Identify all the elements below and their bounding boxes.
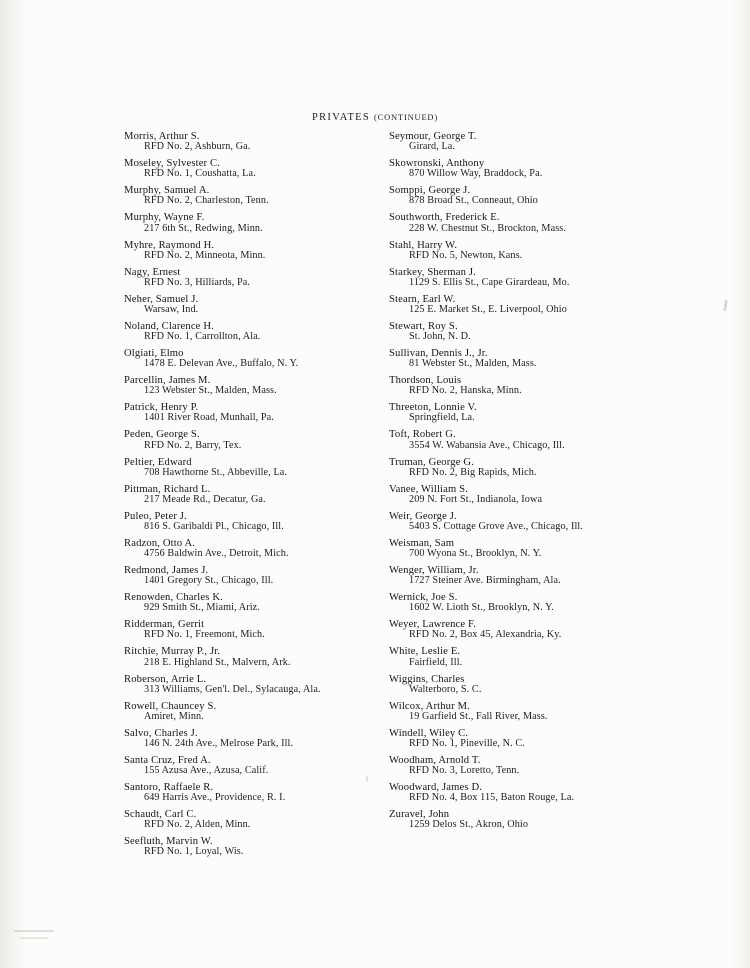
entry-name: Santa Cruz, Fred A. — [124, 754, 211, 766]
entry-address: 1727 Steiner Ave. Birmingham, Ala. — [409, 575, 561, 587]
entry-name: Wernick, Joe S. — [389, 592, 458, 604]
entry-address: 218 E. Highland St., Malvern, Ark. — [144, 656, 291, 668]
roster-entry — [389, 429, 750, 451]
entry-address: RFD No. 5, Newton, Kans. — [409, 249, 523, 261]
entry-name: Weisman, Sam — [389, 537, 455, 549]
entry-address: 217 Meade Rd., Decatur, Ga. — [144, 493, 266, 505]
entry-address: RFD No. 1, Loyal, Wis. — [144, 846, 244, 858]
entry-address: RFD No. 4, Box 115, Baton Rouge, La. — [409, 792, 575, 804]
roster-entry — [389, 212, 750, 234]
entry-address: Amiret, Minn. — [144, 710, 204, 722]
roster-entry — [124, 240, 375, 262]
entry-address: RFD No. 1, Coushatta, La. — [144, 168, 256, 180]
roster-entry — [124, 701, 375, 723]
entry-name: Woodham, Arnold T. — [389, 754, 481, 766]
scan-artifact — [14, 930, 54, 932]
entry-address: RFD No. 2, Alden, Minn. — [144, 819, 251, 831]
entry-name: Weir, George J. — [389, 510, 457, 522]
entry-name: Ritchie, Murray P., Jr. — [124, 646, 221, 658]
entry-address: RFD No. 1, Freemont, Mich. — [144, 629, 265, 641]
entry-name: Renowden, Charles K. — [124, 592, 223, 604]
entry-address: 81 Webster St., Malden, Mass. — [409, 358, 537, 370]
entry-name: Weyer, Lawrence F. — [389, 619, 477, 631]
entry-address: RFD No. 2, Big Rapids, Mich. — [409, 466, 537, 478]
roster-entry — [124, 755, 375, 777]
entry-address: Warsaw, Ind. — [144, 303, 199, 315]
roster-entry — [124, 457, 375, 479]
roster-entry — [389, 646, 750, 668]
roster-entry — [389, 674, 750, 696]
roster-entry — [124, 131, 375, 153]
roster-entry — [389, 402, 750, 424]
roster-entry — [124, 619, 375, 641]
entry-address: RFD No. 2, Box 45, Alexandria, Ky. — [409, 629, 562, 641]
entry-address: 4756 Baldwin Ave., Detroit, Mich. — [144, 548, 289, 560]
roster-entry — [389, 185, 750, 207]
roster-column-right — [375, 131, 750, 863]
entry-name: Seymour, George T. — [389, 131, 477, 142]
roster-entry — [389, 701, 750, 723]
roster-entry — [389, 619, 750, 641]
entry-name: Murphy, Samuel A. — [124, 185, 210, 197]
roster-column-left — [0, 131, 375, 863]
entry-name: Salvo, Charles J. — [124, 727, 198, 739]
entry-address: RFD No. 1, Pineville, N. C. — [409, 737, 525, 749]
roster-entry — [389, 565, 750, 587]
entry-address: 146 N. 24th Ave., Melrose Park, Ill. — [144, 737, 294, 749]
roster-entry — [389, 240, 750, 262]
entry-name: Vanee, William S. — [389, 483, 469, 495]
entry-address: 878 Broad St., Conneaut, Ohio — [409, 195, 538, 207]
roster-entry — [124, 565, 375, 587]
entry-address: 3554 W. Wabansia Ave., Chicago, Ill. — [409, 439, 565, 451]
roster-entry — [389, 348, 750, 370]
entry-name: Murphy, Wayne F. — [124, 212, 205, 224]
entry-name: Thordson, Louis — [389, 375, 462, 387]
entry-name: Somppi, George J. — [389, 185, 471, 197]
roster-entry — [124, 429, 375, 451]
entry-name: Sullivan, Dennis J., Jr. — [389, 348, 488, 359]
entry-name: Santoro, Raffaele R. — [124, 782, 214, 793]
entry-address: Girard, La. — [409, 141, 456, 153]
roster-entry — [124, 782, 375, 804]
roster-entry — [124, 402, 375, 424]
entry-address: 870 Willow Way, Braddock, Pa. — [409, 168, 543, 180]
entry-address: 1401 River Road, Munhall, Pa. — [144, 412, 274, 424]
entry-name: Southworth, Frederick E. — [389, 212, 500, 224]
roster-entry — [124, 728, 375, 750]
roster-entry — [389, 375, 750, 397]
roster-entry — [389, 538, 750, 560]
roster-entry — [389, 511, 750, 533]
page-title-continued: (CONTINUED) — [373, 112, 439, 122]
entry-name: Stearn, Earl W. — [389, 293, 456, 305]
entry-name: Radzon, Otto A. — [124, 537, 196, 549]
entry-address: 313 Williams, Gen'l. Del., Sylacauga, Ala. — [144, 683, 321, 695]
entry-address: 708 Hawthorne St., Abbeville, La. — [144, 466, 288, 478]
entry-name: Parcellin, James M. — [124, 375, 211, 387]
entry-name: Rowell, Chauncey S. — [124, 700, 217, 712]
entry-name: Toft, Robert G. — [389, 429, 456, 441]
entry-address: 19 Garfield St., Fall River, Mass. — [409, 710, 548, 722]
scan-artifact — [20, 937, 48, 939]
entry-name: Skowronski, Anthony — [389, 158, 485, 170]
roster-entry — [124, 484, 375, 506]
entry-name: Peden, George S. — [124, 429, 200, 441]
entry-address: 217 6th St., Redwing, Minn. — [144, 222, 263, 234]
entry-address: Springfield, La. — [409, 412, 475, 424]
entry-name: Roberson, Arrie L. — [124, 673, 207, 685]
roster-entry — [124, 212, 375, 234]
entry-address: 1401 Gregory St., Chicago, Ill. — [144, 575, 274, 587]
roster-entry — [124, 592, 375, 614]
entry-address: 1478 E. Delevan Ave., Buffalo, N. Y. — [144, 358, 299, 370]
entry-address: 816 S. Garibaldi Pl., Chicago, Ill. — [144, 520, 284, 532]
entry-name: Noland, Clarence H. — [124, 320, 214, 332]
entry-name: Pittman, Richard L. — [124, 483, 211, 495]
roster-entry — [124, 294, 375, 316]
roster-entry — [389, 294, 750, 316]
entry-name: Olgiati, Elmo — [124, 348, 184, 359]
entry-address: 1129 S. Ellis St., Cape Girardeau, Mo. — [409, 276, 570, 288]
roster-entry — [389, 267, 750, 289]
entry-name: Morris, Arthur S. — [124, 131, 200, 142]
entry-address: RFD No. 2, Minneota, Minn. — [144, 249, 266, 261]
roster-entry — [124, 321, 375, 343]
entry-name: Windell, Wiley C. — [389, 727, 469, 739]
entry-address: RFD No. 2, Charleston, Tenn. — [144, 195, 269, 207]
entry-address: 123 Webster St., Malden, Mass. — [144, 385, 277, 397]
entry-address: 155 Azusa Ave., Azusa, Calif. — [144, 765, 269, 777]
entry-address: 5403 S. Cottage Grove Ave., Chicago, Ill. — [409, 520, 583, 532]
entry-name: Wenger, William, Jr. — [389, 565, 479, 576]
roster-entry — [389, 728, 750, 750]
entry-address: Walterboro, S. C. — [409, 683, 482, 695]
entry-name: Peltier, Edward — [124, 456, 192, 468]
roster-entry — [124, 809, 375, 831]
page-title — [0, 112, 750, 123]
entry-name: Woodward, James D. — [389, 782, 483, 793]
roster-entry — [124, 267, 375, 289]
entry-name: Neher, Samuel J. — [124, 293, 199, 305]
entry-address: 1259 Delos St., Akron, Ohio — [409, 819, 529, 831]
entry-name: Redmond, James J. — [124, 565, 209, 576]
entry-address: 929 Smith St., Miami, Ariz. — [144, 602, 260, 614]
roster-entry — [389, 158, 750, 180]
entry-address: 700 Wyona St., Brooklyn, N. Y. — [409, 548, 542, 560]
entry-name: Puleo, Peter J. — [124, 510, 187, 522]
entry-address: 209 N. Fort St., Indianola, Iowa — [409, 493, 543, 505]
roster-entry — [389, 131, 750, 153]
entry-address: RFD No. 1, Carrollton, Ala. — [144, 331, 261, 343]
entry-name: Stahl, Harry W. — [389, 239, 458, 251]
entry-address: 228 W. Chestnut St., Brockton, Mass. — [409, 222, 566, 234]
entry-address: RFD No. 3, Loretto, Tenn. — [409, 765, 520, 777]
roster-entry — [124, 185, 375, 207]
roster-entry — [389, 484, 750, 506]
entry-name: Seefluth, Marvin W. — [124, 836, 213, 848]
entry-name: Myhre, Raymond H. — [124, 239, 215, 251]
roster-entry — [124, 511, 375, 533]
roster-entry — [124, 646, 375, 668]
entry-address: RFD No. 2, Hanska, Minn. — [409, 385, 522, 397]
entry-name: Stewart, Roy S. — [389, 320, 458, 332]
entry-address: RFD No. 2, Barry, Tex. — [144, 439, 242, 451]
entry-name: Schaudt, Carl C. — [124, 809, 197, 821]
entry-name: Wiggins, Charles — [389, 673, 465, 685]
entry-name: Truman, George G. — [389, 456, 474, 468]
roster-entry — [389, 755, 750, 777]
entry-address: RFD No. 2, Ashburn, Ga. — [144, 141, 251, 153]
roster-entry — [124, 348, 375, 370]
entry-name: Nagy, Ernest — [124, 266, 181, 278]
page-title-text: PRIVATES — [311, 112, 371, 123]
entry-address: RFD No. 3, Hilliards, Pa. — [144, 276, 251, 288]
entry-address: 125 E. Market St., E. Liverpool, Ohio — [409, 303, 567, 315]
entry-name: White, Leslie E. — [389, 646, 461, 658]
entry-name: Threeton, Lonnie V. — [389, 402, 477, 414]
entry-name: Wilcox, Arthur M. — [389, 700, 470, 712]
entry-name: Ridderman, Gerrit — [124, 619, 205, 631]
entry-name: Starkey, Sherman J. — [389, 266, 476, 278]
entry-address: 649 Harris Ave., Providence, R. I. — [144, 792, 286, 804]
entry-address: St. John, N. D. — [409, 331, 471, 343]
roster-entry — [389, 782, 750, 804]
roster-entry — [389, 321, 750, 343]
roster-entry — [389, 592, 750, 614]
entry-name: Zuravel, John — [389, 809, 450, 821]
roster-entry — [124, 375, 375, 397]
roster-entry — [389, 457, 750, 479]
roster-entry — [124, 836, 375, 858]
roster-entry — [124, 674, 375, 696]
entry-address: 1602 W. Lioth St., Brooklyn, N. Y. — [409, 602, 554, 614]
entry-address: Fairfield, Ill. — [409, 656, 463, 668]
roster-entry — [124, 158, 375, 180]
roster-entry — [389, 809, 750, 831]
roster-columns — [0, 131, 750, 863]
entry-name: Patrick, Henry P. — [124, 402, 199, 414]
entry-name: Moseley, Sylvester C. — [124, 158, 221, 170]
roster-entry — [124, 538, 375, 560]
